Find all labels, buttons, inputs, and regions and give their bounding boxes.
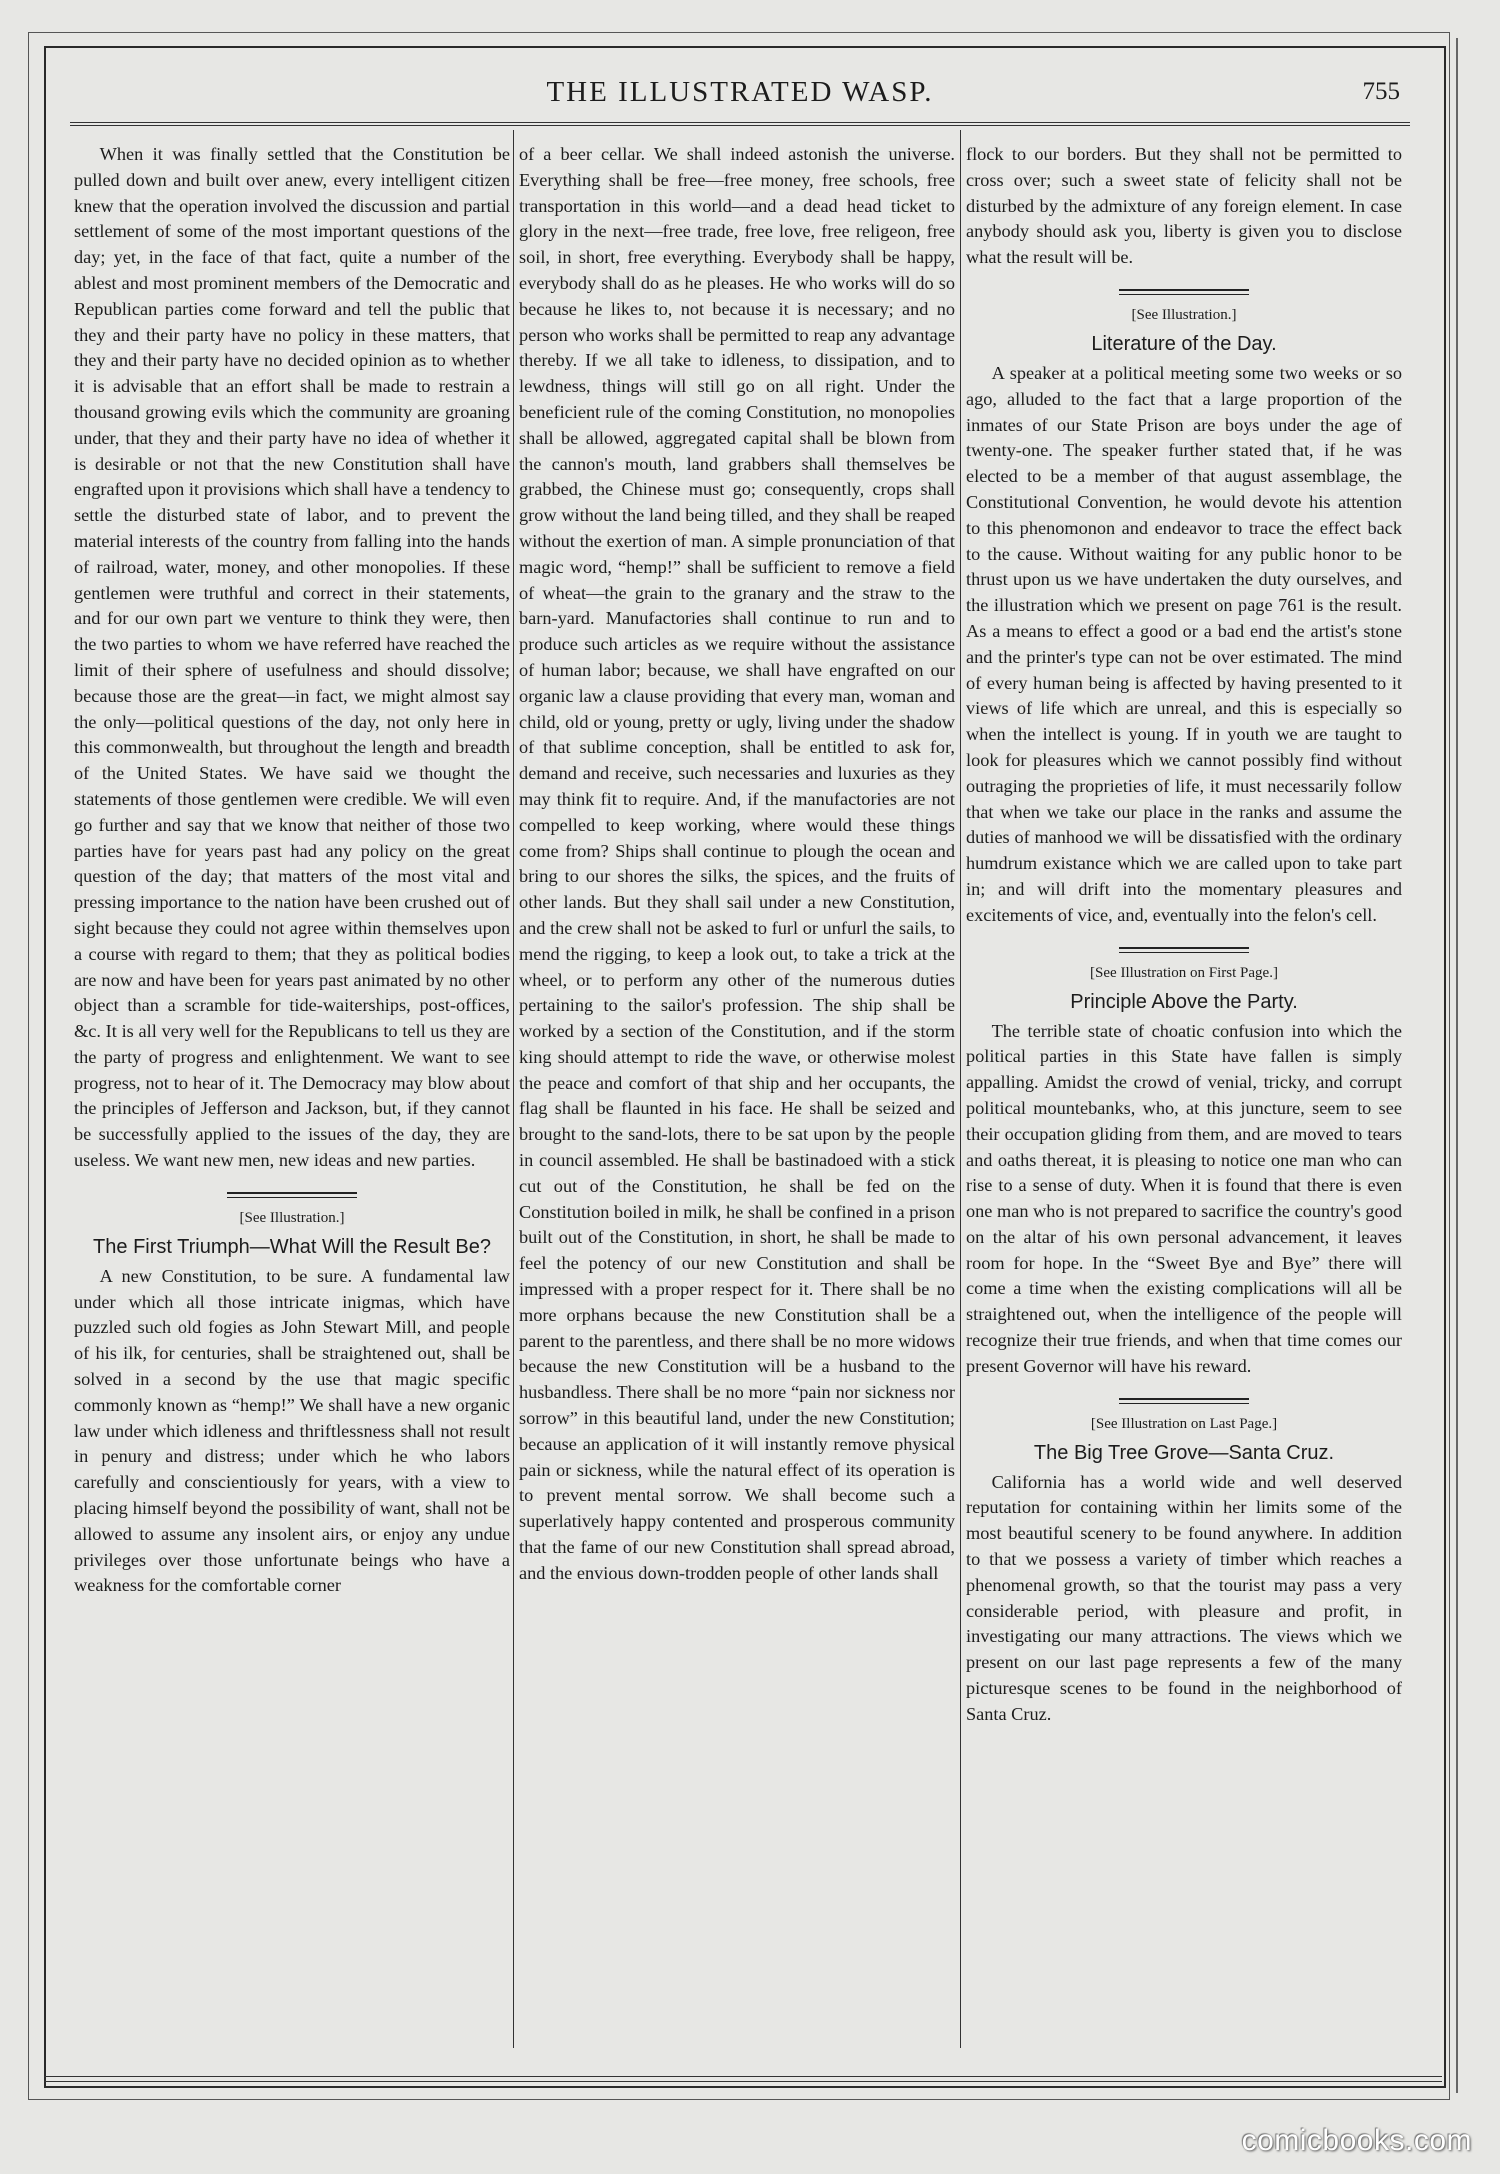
- page-edge: [1456, 38, 1458, 2093]
- see-illustration-note: [See Illustration on Last Page.]: [1090, 1415, 1278, 1432]
- see-illustration-note: [See Illustration.]: [1131, 306, 1237, 323]
- bottom-rule: [44, 2076, 1442, 2082]
- article-heading: Principle Above the Party.: [1070, 990, 1298, 1013]
- column-divider: [960, 130, 961, 2048]
- column-2: [519, 142, 955, 1587]
- column-1: [74, 142, 510, 1599]
- article-heading: Literature of the Day.: [1091, 332, 1277, 355]
- article-heading: The First Triumph—What Will the Result Be?: [93, 1235, 491, 1258]
- article-paragraph: of a beer cellar. We shall indeed astonish the universe. Everything shall be free—free money, free schools, free transportation in this world—and a dead head ticket to glory in the next—free trade, free love, free religeon, free soil, in short, free everything. Everybody shall be happy, everybody shall do as he pleases. He who works will do so because he likes to, not because it is necessary; and no person who works shall be permitted to reap any advantage thereby. If we all take to idleness, to dissipation, and to lewdness, things will still go on all right. Under the beneficient rule of the coming Constitution, no monopolies shall be allowed, aggregated capital shall be blown from the cannon's mouth, land grabbers shall themselves be grabbed, the Chinese must go; consequently, crops shall grow without the land being tilled, and they shall be reaped without the exertion of man. A simple pronunciation of that magic word, “hemp!” shall be sufficient to remove a field of wheat—the grain to the granary and the straw to the barn-yard. Manufactories shall continue to run and to produce such articles as we require without the assistance of human labor; because, we shall have engrafted on our organic law a clause providing that every man, woman and child, old or young, pretty or ugly, living under the shadow of that sublime conception, shall be entitled to ask for, demand and receive, such necessaries and luxuries as they may think fit to require. And, if the manufactories are not compelled to keep working, where would these things come from? Ships shall continue to plough the ocean and bring to our shores the silks, the spices, and the fruits of other lands. But they shall sail under a new Constitution, and the crew shall not be asked to furl or unfurl the sails, to mend the rigging, to keep a look out, to take a trick at the wheel, or to perform any other of the numerous duties pertaining to the sailor's profession. The ship shall be worked by a section of the Constitution, and if the storm king should attempt to ride the wave, or otherwise molest the peace and comfort of that ship and her occupants, the flag shall be flaunted in his face. He shall be seized and brought to the sand-lots, there to be sat upon by the people in council assembled. He shall be bastinadoed with a stick cut out of the Constitution, he shall be fed on the Constitution boiled in milk, he shall be confined in a prison built out of the Constitution, in short, he shall be made to feel the potency of our new Constitution and shall be impressed with a proper respect for it. There shall be no more orphans because the new Constitution shall be a parent to the parentless, and there shall be no more widows because the new Constitution will be a husband to the husbandless. There shall be no more “pain nor sickness nor sorrow” in this beautiful land, under the new Constitution; because an application of it will instantly remove physical pain or sickness, while the natural effect of its operation is to prevent mental sorrow. We shall become such a superlatively happy contented and prosperous community that the fame of our new Constitution shall spread abroad, and the envious down-trodden people of other lands shall: [519, 144, 955, 1583]
- section-separator: [1119, 1398, 1249, 1404]
- section-separator: [1119, 289, 1249, 295]
- article-paragraph: California has a world wide and well deserved reputation for containing within her limits some of the most beautiful scenery to be found anywhere. In addition to that we possess a variety of timber which reaches a phenomenal growth, so that the tourist may pass a very considerable period, with pleasure and profit, in investigating our many attractions. The views which we present on our last page represents a few of the many picturesque scenes to be found in the neighborhood of Santa Cruz.: [966, 1471, 1402, 1724]
- section-separator: [227, 1192, 357, 1198]
- page-header: [70, 72, 1410, 118]
- article-paragraph: A speaker at a political meeting some two weeks or so ago, alluded to the fact that a large proportion of the inmates of our State Prison are boys under the age of twenty-one. The speaker further stated that, if he was elected to be a member of that august assemblage, the Constitutional Convention, he would devote his attention to this phenomonon and endeavor to trace the effect back to the cause. Without waiting for any public honor to be thrust upon us we have undertaken the duty ourselves, and the illustration which we present on page 761 is the result. As a means to effect a good or a bad end the artist's stone and the printer's type can not be over estimated. The mind of every human being is affected by having presented to it views of life which are unreal, and this is especially so when the intellect is young. If in youth we are taught to look for pleasures which we cannot possibly find without outraging the proprieties of life, it must necessarily follow that when we take our place in the ranks and assume the duties of manhood we will be dissatisfied with the ordinary humdrum existance which we are called upon to take part in; and will drift into the momentary pleasures and excitements of vice, and, eventually into the felon's cell.: [966, 362, 1402, 925]
- see-illustration-note: [See Illustration on First Page.]: [1090, 964, 1278, 981]
- article-paragraph: When it was finally settled that the Constitution be pulled down and built over anew, every intelligent citizen knew that the operation involved the discussion and partial settlement of some of the most important questions of the day; yet, in the face of that fact, quite a number of the ablest and most prominent members of the Democratic and Republican parties come forward and tell the public that they and their party have no policy in these matters, that they and their party have no decided opinion as to whether it is advisable that an effort shall be made to restrain a thousand growing evils which the community are groaning under, that they and their party have no idea of whether it is desirable or not that the new Constitution shall have engrafted upon it provisions which shall have a tendency to settle the disturbed state of labor, and to prevent the material interests of the country from falling into the hands of railroad, water, money, and other monopolies. If these gentlemen were truthful and correct in their statements, and for our own part we venture to think they were, then the two parties to whom we have referred have reached the limit of their sphere of usefulness and should dissolve; because those are the great—in fact, we might almost say the only—political questions of the day, not only here in this commonwealth, but throughout the length and breadth of the United States. We have said we thought the statements of those gentlemen were credible. We will even go further and say that we know that neither of those two parties have for years past had any policy on the great question of the day; that matters of the most vital and pressing importance to the nation have been crushed out of sight because they could not agree within themselves upon a course with regard to them; that they as political bodies are now and have been for years past animated by no other object than a scramble for tide-waiterships, post-offices, &c. It is all very well for the Republicans to tell us they are the party of progress and enlightenment. We want to see progress, not to hear of it. The Democracy may blow about the principles of Jefferson and Jackson, but, if they cannot be successfully applied to the issues of the day, they are useless. We want new men, new ideas and new parties.: [74, 144, 510, 1171]
- column-divider: [513, 130, 514, 2048]
- article-heading: The Big Tree Grove—Santa Cruz.: [1033, 1441, 1335, 1464]
- column-3: [966, 142, 1402, 1728]
- page-number: 755: [1362, 78, 1400, 105]
- article-paragraph: A new Constitution, to be sure. A fundamental law under which all those intricate inigmas, which have puzzled such old fogies as John Stewart Mill, and people of his ilk, for centuries, shall be straightened out, shall be solved in a second by the use that magic specific commonly known as “hemp!” We shall have a new organic law under which idleness and thriftlessness shall not result in penury and distress; under which he who labors carefully and conscientiously for years, with a view to placing himself beyond the possibility of want, shall not be allowed to assume any insolent airs, or enjoy any undue privileges over those unfortunate beings who have a weakness for the comfortable corner: [74, 1265, 510, 1596]
- section-separator: [1119, 947, 1249, 953]
- watermark: comicbooks.com: [1241, 2124, 1472, 2157]
- publication-title: THE ILLUSTRATED WASP.: [546, 76, 934, 108]
- article-paragraph: flock to our borders. But they shall not be permitted to cross over; such a sweet state of felicity shall not be disturbed by the admixture of any foreign element. In case anybody should ask you, liberty is given you to disclose what the result will be.: [966, 144, 1402, 268]
- header-rule: [70, 122, 1410, 126]
- see-illustration-note: [See Illustration.]: [239, 1209, 345, 1226]
- article-paragraph: The terrible state of choatic confusion into which the political parties in this State have fallen is simply appalling. Amidst the crowd of venial, tricky, and corrupt political mountebanks, who, at this juncture, seem to see their occupation gliding from them, and are moved to tears and oaths thereat, it is pleasing to notice one man who can rise to a sense of duty. When it is found that there is even one man who is not prepared to sacrifice the country's good on the altar of his own personal advancement, it leaves room for hope. In the “Sweet Bye and Bye” there will come a time when the existing complications will all be straightened out, when the intelligence of the people will recognize their true friends, and when that time comes our present Governor will have his reward.: [966, 1020, 1402, 1376]
